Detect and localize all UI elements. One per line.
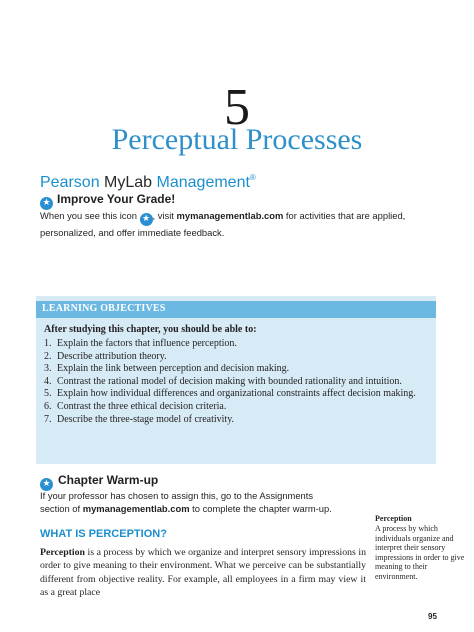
- mylab-text-3: for activities that are applied, personalized, and offer immediate feedback.: [40, 210, 406, 238]
- star-badge-icon: ★: [140, 213, 153, 226]
- item-text: Describe attribution theory.: [57, 350, 167, 362]
- list-item: [44, 414, 424, 426]
- warmup-description: [40, 489, 340, 515]
- star-badge-icon: ★: [40, 478, 53, 491]
- item-number: 1.: [44, 338, 52, 349]
- registered-mark: ®: [249, 173, 256, 182]
- mylab-text-1: When you see this icon: [40, 210, 140, 221]
- learning-objectives-list: [44, 338, 424, 426]
- mylab-brand: [40, 173, 256, 192]
- item-number: 7.: [44, 413, 52, 425]
- margin-glossary-term: Perception: [375, 514, 412, 523]
- improve-grade-heading: [40, 192, 175, 210]
- key-term: Perception: [40, 547, 85, 558]
- list-item: [44, 376, 424, 388]
- item-number: 5.: [44, 388, 52, 400]
- list-item: [44, 401, 424, 413]
- section-heading: WHAT IS PERCEPTION?: [40, 528, 167, 540]
- mylab-description: [40, 209, 440, 240]
- learning-objectives-intro: After studying this chapter, you should be able to:: [44, 324, 257, 335]
- item-number: 3.: [44, 363, 52, 375]
- margin-glossary-definition: A process by which individuals organize and interpret their sensory impressions in order to give meaning to their environment.: [375, 524, 465, 581]
- item-text: Explain how individual differences and organizational constraints affect decision making.: [57, 388, 416, 400]
- warmup-link[interactable]: mymanagementlab.com: [82, 503, 190, 514]
- item-number: 6.: [44, 400, 52, 412]
- brand-part-1: Pearson: [40, 174, 105, 191]
- item-number: 4.: [44, 375, 52, 387]
- learning-objectives-title: LEARNING OBJECTIVES: [42, 303, 166, 314]
- list-item: [44, 338, 424, 350]
- item-text: Explain the factors that influence perception.: [57, 338, 237, 349]
- body-paragraph: [40, 546, 366, 599]
- star-badge-icon: ★: [40, 197, 53, 210]
- improve-grade-label: Improve Your Grade!: [57, 192, 176, 206]
- brand-part-3: Management: [152, 174, 250, 191]
- chapter-title: Perceptual Processes: [111, 123, 363, 156]
- list-item: [44, 363, 424, 375]
- brand-part-2: MyLab: [104, 174, 153, 191]
- warmup-title: Chapter Warm-up: [58, 473, 159, 487]
- item-text: Contrast the rational model of decision making with bounded rationality and intuition.: [57, 375, 402, 387]
- item-text: Explain the link between perception and decision making.: [57, 363, 290, 375]
- mylab-link[interactable]: mymanagementlab.com: [176, 210, 284, 221]
- item-text: Contrast the three ethical decision criteria.: [57, 400, 227, 412]
- chapter-number: 5: [224, 79, 250, 136]
- paragraph-text: is a process by which we organize and interpret sensory impressions in order to give meaning to their environment. What we perceive can be substantially different from objective reality. For example, all employees in a firm may view it as a great place: [40, 547, 366, 598]
- list-item: [44, 351, 424, 363]
- page-number: 95: [428, 612, 437, 621]
- warmup-text-1: If your professor has chosen to assign this, go to the Assignments section of: [40, 490, 314, 514]
- learning-objectives-header: [36, 301, 436, 318]
- warmup-text-2: to complete the chapter warm-up.: [189, 503, 332, 514]
- mylab-text-2: , visit: [152, 210, 177, 221]
- item-number: 2.: [44, 350, 52, 362]
- list-item: [44, 388, 424, 400]
- item-text: Describe the three-stage model of creativity.: [57, 413, 235, 425]
